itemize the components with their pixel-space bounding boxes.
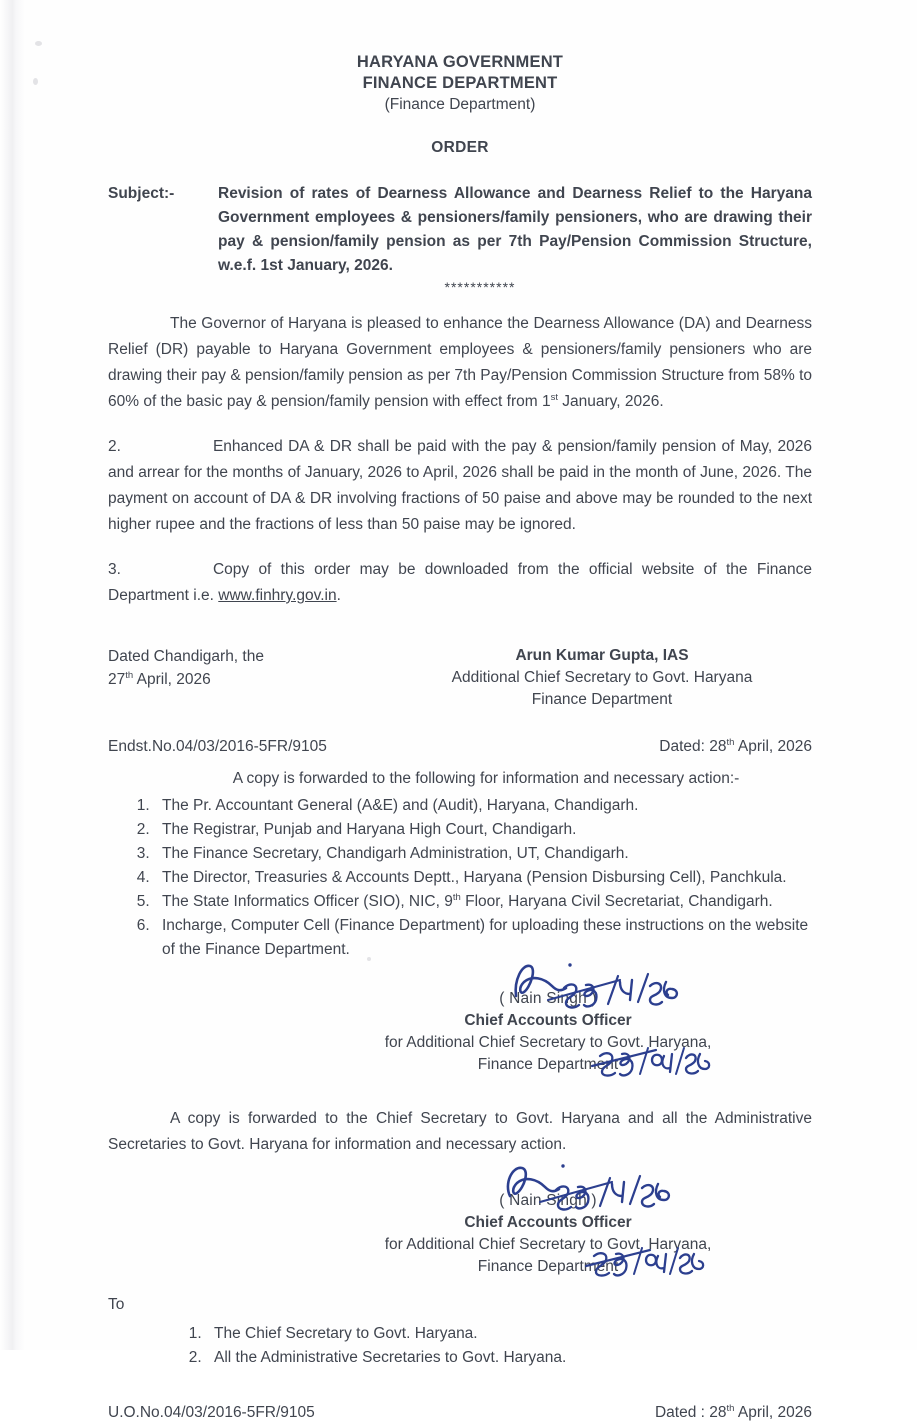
dated-place-block bbox=[108, 645, 264, 691]
uo-number: U.O.No.04/03/2016-5FR/9105 bbox=[108, 1404, 315, 1421]
ordinal-suffix-th: th bbox=[726, 736, 735, 748]
scan-edge-artifact bbox=[0, 0, 26, 1350]
signatory-role: Chief Accounts Officer bbox=[464, 1012, 632, 1029]
signatory-for-line: for Additional Chief Secretary to Govt. Haryana, bbox=[384, 1236, 712, 1253]
distribution-list bbox=[108, 794, 812, 962]
scan-speck bbox=[35, 41, 42, 46]
footer-date-rest: April, 2026 bbox=[734, 1404, 812, 1421]
signatory-top bbox=[392, 645, 812, 711]
list-item bbox=[154, 890, 812, 914]
document-body bbox=[108, 0, 812, 1428]
signatory-name: ( Nain Singh ) bbox=[499, 1192, 597, 1209]
paragraph-1-text-b: January, 2026. bbox=[557, 393, 664, 410]
list-item: 2. All the Administrative Secretaries to Govt. Haryana. bbox=[206, 1346, 812, 1370]
separator-asterisks: *********** bbox=[444, 279, 516, 295]
signatory-department: Finance Department bbox=[477, 1258, 619, 1275]
footer-date-label: Dated : 28 bbox=[654, 1404, 727, 1421]
org-title-line2: FINANCE DEPARTMENT bbox=[362, 74, 558, 92]
paragraph-3 bbox=[108, 557, 812, 609]
second-forward-paragraph bbox=[108, 1106, 812, 1158]
endorsement-date bbox=[659, 738, 812, 756]
to-list bbox=[108, 1322, 812, 1370]
dated-date bbox=[108, 668, 264, 691]
endorsement-number: Endst.No.04/03/2016-5FR/9105 bbox=[108, 738, 327, 755]
list-item: 3. The Finance Secretary, Chandigarh Administration, UT, Chandigarh. bbox=[154, 842, 812, 866]
paragraph-1-text-a: The Governor of Haryana is pleased to enhance the Dearness Allowance (DA) and Dearness Relief (DR) payable to Haryana Government employees & pensioners/family pensioners who are drawing their pay & pension/family pension as per 7th Pay/Pension Commission Structure from 58% to 60% of the basic pay & pension/family pension with effect from 1 bbox=[108, 315, 812, 410]
list-item: 6. Incharge, Computer Cell (Finance Department) for uploading these instructions on the website of the Finance Department. bbox=[154, 914, 812, 962]
list-item: 2. The Registrar, Punjab and Haryana High Court, Chandigarh. bbox=[154, 818, 812, 842]
dated-month-year: April, 2026 bbox=[133, 671, 211, 688]
paragraph-2 bbox=[108, 434, 812, 538]
signatory-department: Finance Department bbox=[531, 691, 673, 708]
order-heading: ORDER bbox=[431, 139, 489, 156]
ordinal-suffix-st: st bbox=[550, 391, 558, 403]
to-label: To bbox=[108, 1296, 125, 1313]
paragraph-1 bbox=[108, 311, 812, 415]
paragraph-3-number: 3. bbox=[108, 561, 121, 578]
signature-block-top bbox=[108, 645, 812, 717]
signatory-department: Finance Department bbox=[477, 1056, 619, 1073]
dated-place-label: Dated Chandigarh, the bbox=[108, 648, 264, 665]
paragraph-2-text: Enhanced DA & DR shall be paid with the pay & pension/family pension of May, 2026 and arrear for the months of January, 2026 to April, 2026 shall be paid in the month of June, 2026. The payment on account of DA & DR involving fractions of 50 paise and above may be rounded to the next higher rupee and the fractions of less than 50 paise may be ignored. bbox=[108, 438, 812, 533]
signatory-for-line: for Additional Chief Secretary to Govt. Haryana, bbox=[384, 1034, 712, 1051]
signatory-role: Chief Accounts Officer bbox=[464, 1214, 632, 1231]
subject-row bbox=[108, 182, 812, 278]
subject-text: Revision of rates of Dearness Allowance and Dearness Relief to the Haryana Government employees & pensioners/family pensioners, who are drawing their pay & pension/family pension as per 7th Pay/Pension Commission Structure, w.e.f. 1st January, 2026. bbox=[218, 185, 812, 274]
list-item: 4. The Director, Treasuries & Accounts Deptt., Haryana (Pension Disbursing Cell), Panchkula. bbox=[154, 866, 812, 890]
list-item-text-b: Floor, Haryana Civil Secretariat, Chandigarh. bbox=[460, 893, 773, 910]
signature-block-bottom bbox=[338, 1190, 758, 1278]
dated-day: 27 bbox=[108, 671, 126, 688]
second-forward-text: A copy is forwarded to the Chief Secretary to Govt. Haryana and all the Administrative Secretaries to Govt. Haryana for information and necessary action. bbox=[108, 1110, 812, 1153]
ordinal-suffix-th: th bbox=[452, 891, 461, 903]
signature-block-middle bbox=[338, 988, 758, 1076]
paragraph-3-text-a: Copy of this order may be downloaded from the official website of the Finance Department i.e. bbox=[108, 561, 812, 604]
signatory-designation: Additional Chief Secretary to Govt. Haryana bbox=[451, 669, 753, 686]
endorsement-date-label: Dated: 28 bbox=[659, 738, 727, 755]
list-item: 1. The Pr. Accountant General (A&E) and (Audit), Haryana, Chandigarh. bbox=[154, 794, 812, 818]
list-item: 1. The Chief Secretary to Govt. Haryana. bbox=[206, 1322, 812, 1346]
endorsement-date-rest: April, 2026 bbox=[734, 738, 812, 755]
footer-row bbox=[108, 1404, 812, 1428]
signatory-name: ( Nain Singh ) bbox=[499, 990, 597, 1007]
website-link[interactable]: www.finhry.gov.in bbox=[218, 587, 337, 604]
subject-label: Subject:- bbox=[108, 185, 175, 202]
list-item-text-a: The State Informatics Officer (SIO), NIC, 9 bbox=[162, 893, 453, 910]
ordinal-suffix-th: th bbox=[726, 1402, 735, 1414]
scan-speck bbox=[33, 78, 38, 85]
endorsement-row bbox=[108, 738, 812, 762]
signatory-name: Arun Kumar Gupta, IAS bbox=[515, 647, 689, 664]
paragraph-2-number: 2. bbox=[108, 438, 121, 455]
paragraph-3-text-b: . bbox=[336, 587, 341, 604]
org-subtitle: (Finance Department) bbox=[384, 96, 536, 113]
forward-line: A copy is forwarded to the following for information and necessary action:- bbox=[232, 770, 740, 787]
ordinal-suffix-th: th bbox=[125, 669, 134, 681]
footer-date bbox=[655, 1404, 812, 1422]
org-title-line1: HARYANA GOVERNMENT bbox=[356, 53, 564, 71]
